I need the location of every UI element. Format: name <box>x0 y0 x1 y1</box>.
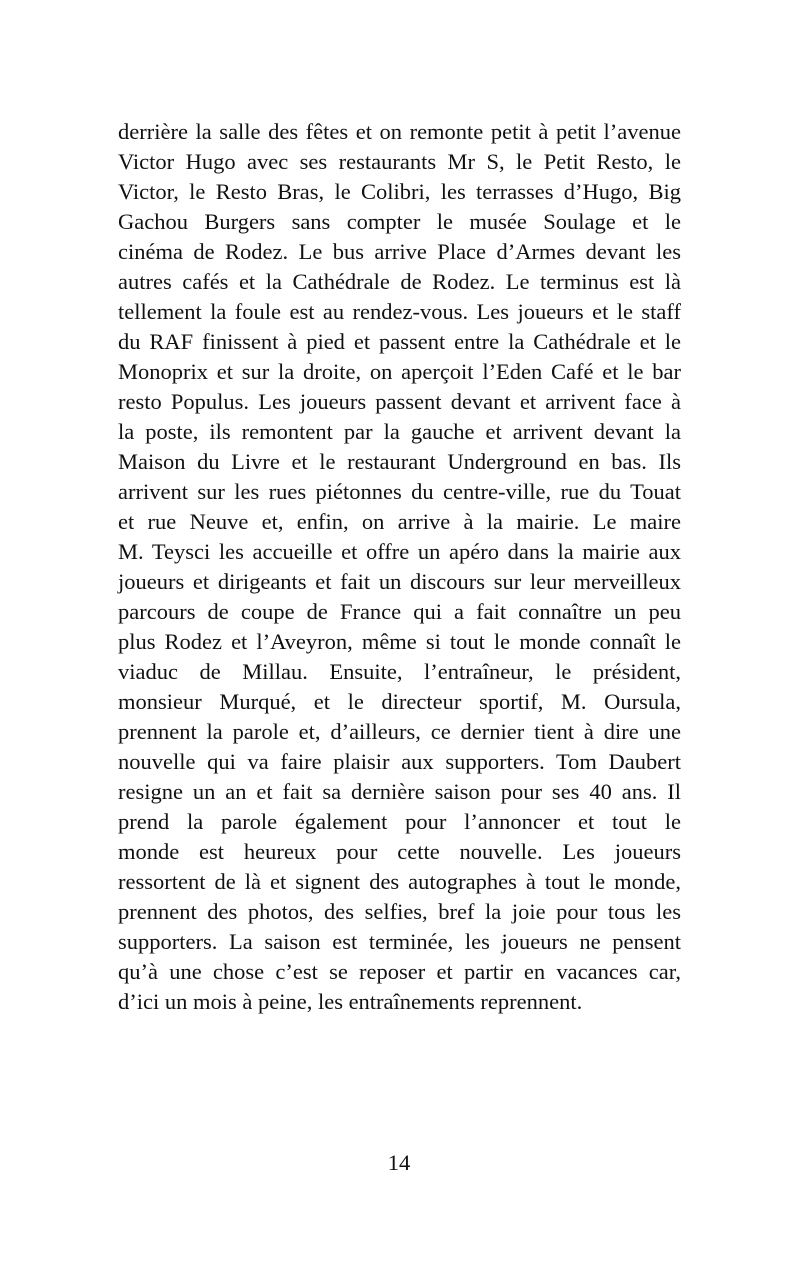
text-line: et rue Neuve et, enfin, on arrive à la mairie. Le maire <box>118 509 681 534</box>
text-line: ressortent de là et signent des autographes à tout le monde, <box>118 869 681 894</box>
text-line: monde est heureux pour cette nouvelle. Les joueurs <box>118 839 681 864</box>
text-line: M. Teysci les accueille et offre un apéro dans la mairie aux <box>118 539 681 564</box>
text-line: nouvelle qui va faire plaisir aux supporters. Tom Daubert <box>118 749 681 774</box>
text-line: viaduc de Millau. Ensuite, l’entraîneur, le président, <box>118 659 681 684</box>
text-line: la poste, ils remontent par la gauche et arrivent devant la <box>118 419 681 444</box>
text-line: Victor Hugo avec ses restaurants Mr S, le Petit Resto, le <box>118 149 681 174</box>
text-line: du RAF finissent à pied et passent entre la Cathédrale et le <box>118 329 681 354</box>
text-line: supporters. La saison est terminée, les joueurs ne pensent <box>118 929 681 954</box>
body-text <box>118 117 681 1017</box>
text-line: monsieur Murqué, et le directeur sportif, M. Oursula, <box>118 689 681 714</box>
text-line: Maison du Livre et le restaurant Underground en bas. Ils <box>118 449 681 474</box>
text-line: qu’à une chose c’est se reposer et partir en vacances car, <box>118 959 681 984</box>
text-line: Gachou Burgers sans compter le musée Soulage et le <box>118 209 681 234</box>
text-line: tellement la foule est au rendez-vous. Les joueurs et le staff <box>118 299 681 324</box>
text-line: prennent la parole et, d’ailleurs, ce dernier tient à dire une <box>118 719 681 744</box>
text-line: joueurs et dirigeants et fait un discours sur leur merveilleux <box>118 569 681 594</box>
text-line: resigne un an et fait sa dernière saison pour ses 40 ans. Il <box>118 779 681 804</box>
text-line: Victor, le Resto Bras, le Colibri, les terrasses d’Hugo, Big <box>118 179 681 204</box>
text-line: resto Populus. Les joueurs passent devant et arrivent face à <box>118 389 681 414</box>
text-line: arrivent sur les rues piétonnes du centre-ville, rue du Touat <box>118 479 681 504</box>
page-number: 14 <box>387 1150 411 1175</box>
text-line: Monoprix et sur la droite, on aperçoit l’Eden Café et le bar <box>118 359 681 384</box>
text-line: parcours de coupe de France qui a fait connaître un peu <box>118 599 681 624</box>
text-line: derrière la salle des fêtes et on remonte petit à petit l’avenue <box>118 119 681 144</box>
text-line: prend la parole également pour l’annoncer et tout le <box>118 809 681 834</box>
text-line: autres cafés et la Cathédrale de Rodez. Le terminus est là <box>118 269 681 294</box>
text-line: plus Rodez et l’Aveyron, même si tout le monde connaît le <box>118 629 681 654</box>
text-line: cinéma de Rodez. Le bus arrive Place d’Armes devant les <box>118 239 681 264</box>
text-line: prennent des photos, des selfies, bref la joie pour tous les <box>118 899 681 924</box>
text-line-last: d’ici un mois à peine, les entraînements reprennent. <box>118 989 583 1014</box>
